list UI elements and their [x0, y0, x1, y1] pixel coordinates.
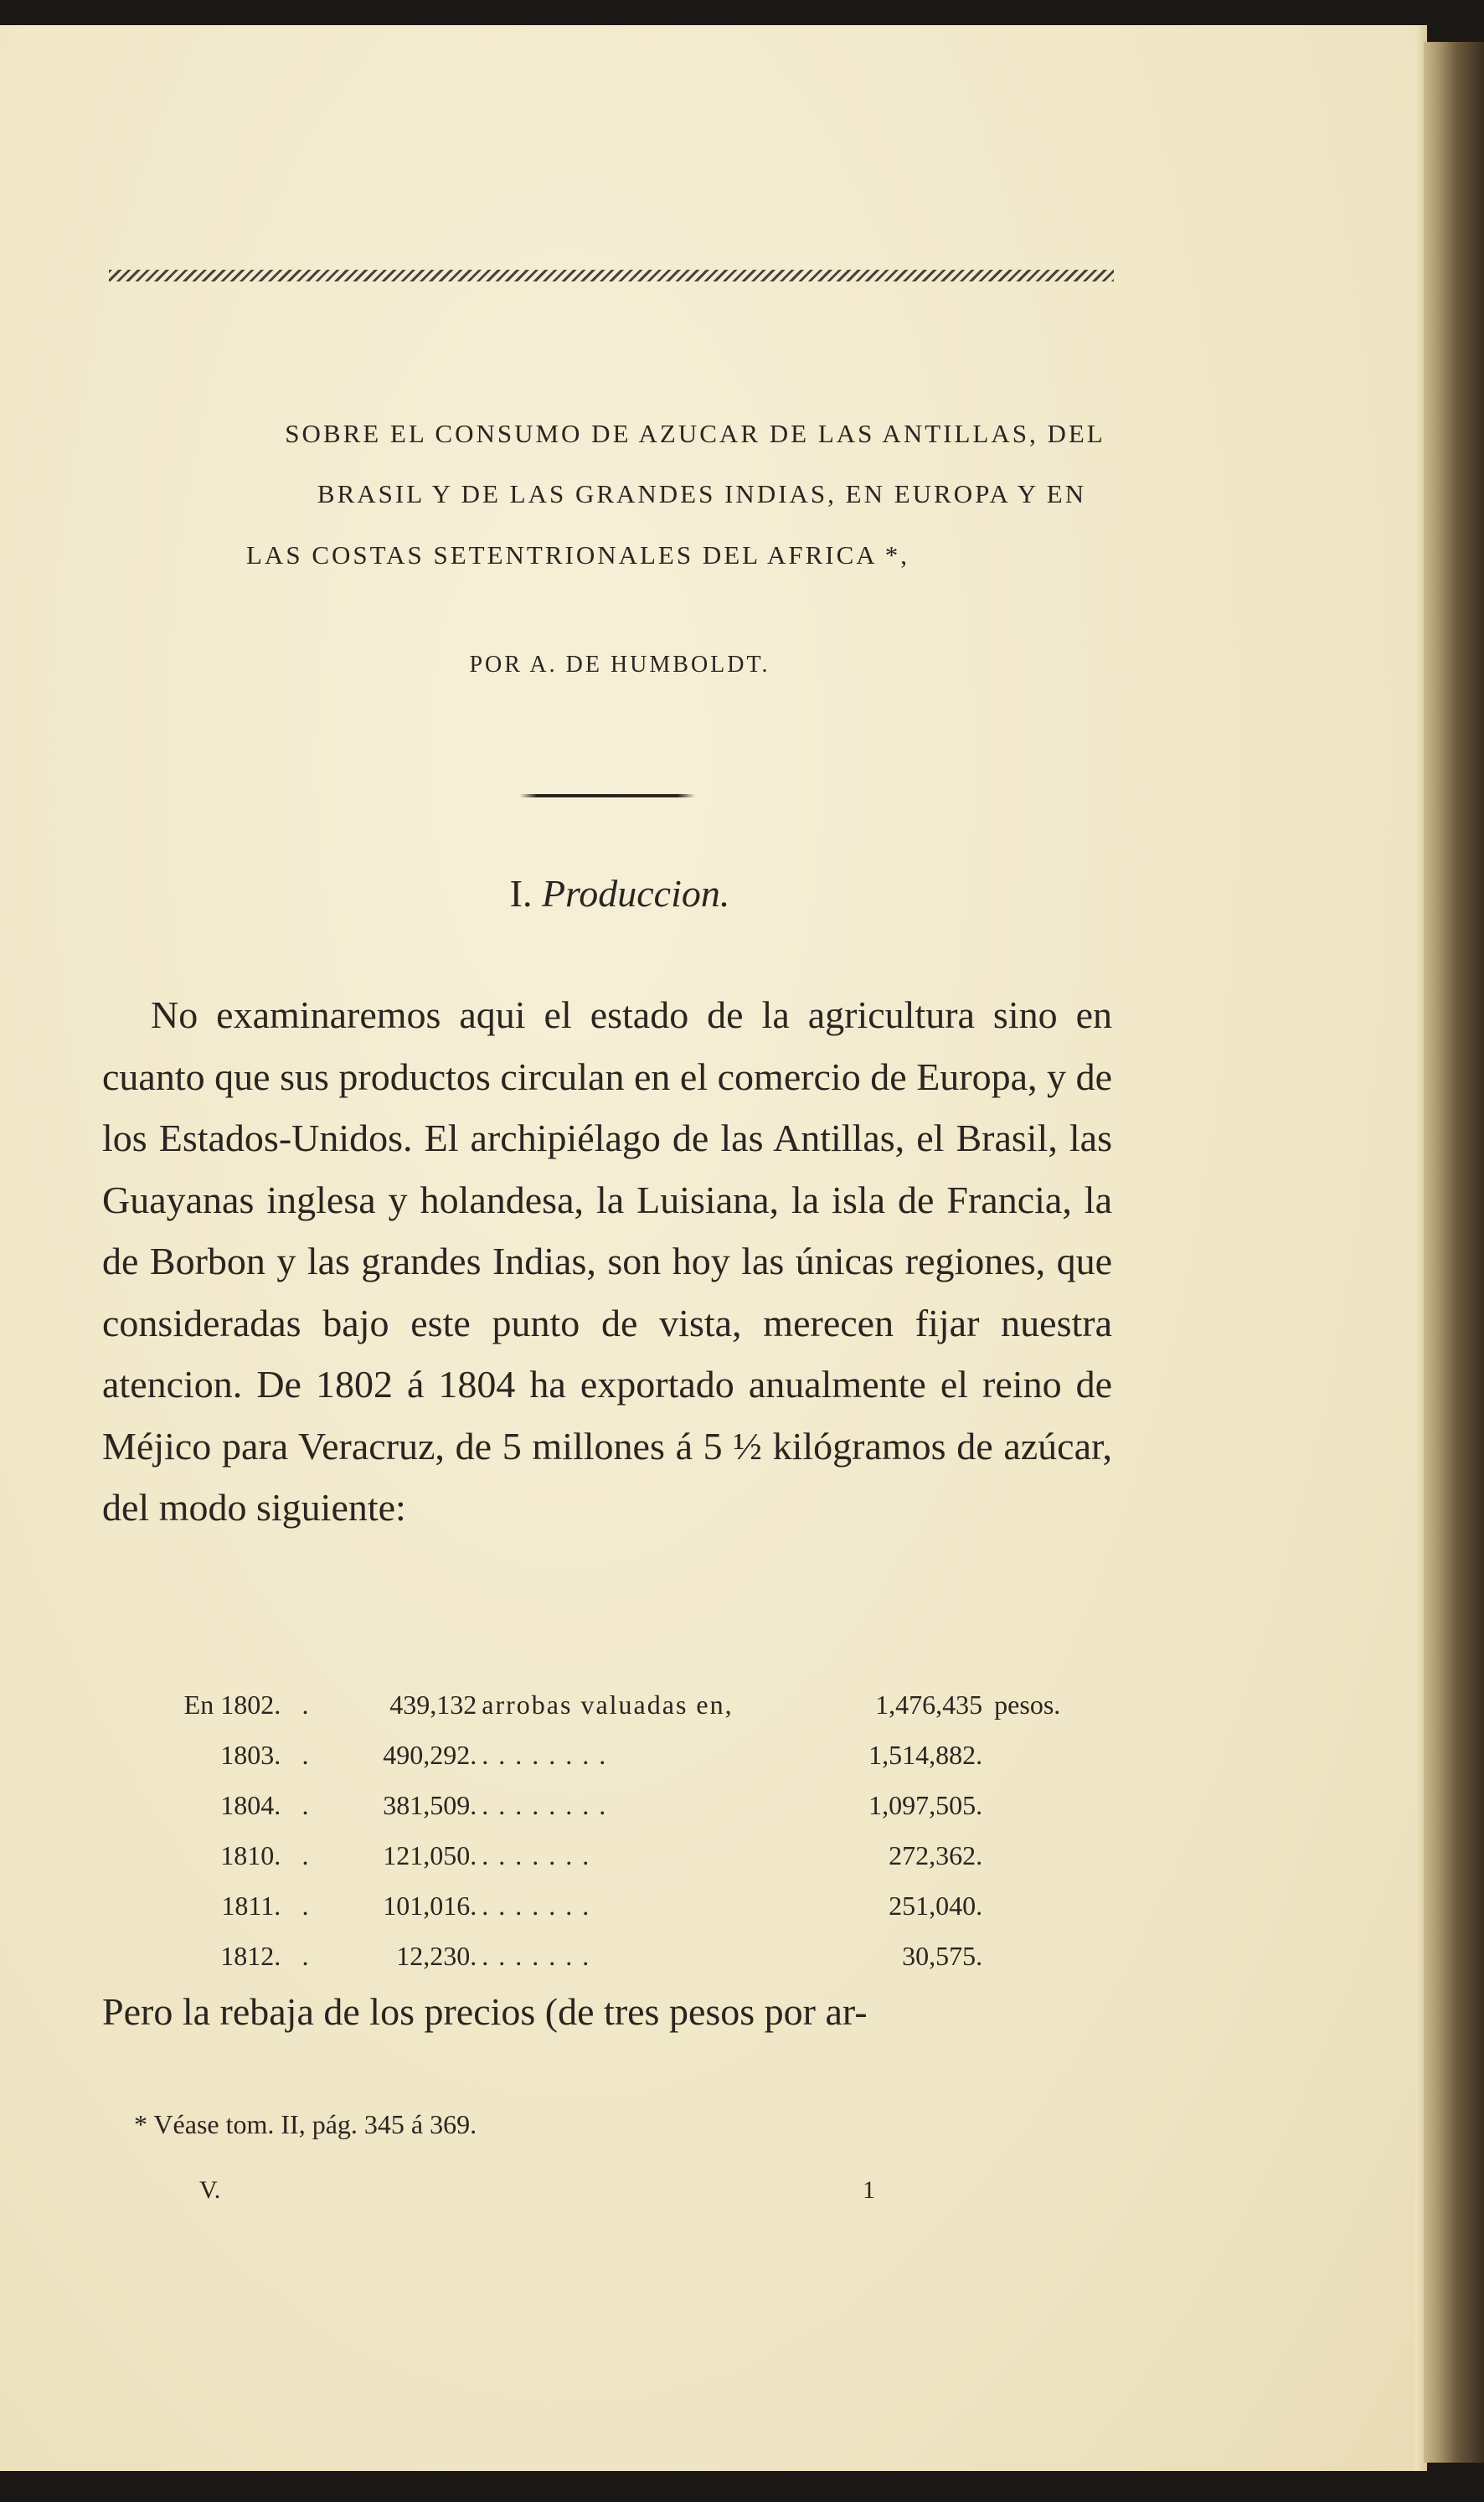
heading-line-3: LAS COSTAS SETENTRIONALES DEL AFRICA *,	[246, 540, 909, 570]
section-title	[0, 871, 1239, 916]
value-cell: 1,097,505.	[868, 1790, 983, 1820]
page-mark: 1	[863, 2176, 875, 2204]
quantity-cell: 121,050.	[383, 1840, 477, 1870]
description-cell: . . . . . . .	[482, 1941, 591, 1971]
separator-cell: .	[301, 1891, 309, 1921]
closing-line: Pero la rebaja de los precios (de tres pesos por ar-	[102, 1990, 868, 2033]
year-cell: 1810.	[220, 1840, 281, 1870]
author-byline: POR A. DE HUMBOLDT.	[469, 652, 770, 678]
book-spine	[1424, 42, 1484, 2463]
description-cell: . . . . . . . .	[482, 1740, 608, 1770]
table-row	[167, 1880, 1114, 1931]
sugar-export-table	[167, 1679, 1114, 1981]
section-divider	[519, 794, 695, 797]
description-cell: . . . . . . .	[482, 1840, 591, 1870]
table-row	[167, 1730, 1114, 1780]
year-cell: En 1802.	[183, 1689, 281, 1720]
year-cell: 1811.	[221, 1891, 281, 1921]
paragraph-text: No examinaremos aqui el estado de la agricultura sino en cuanto que sus productos circulan en el comercio de Europa, y de los Estados-Unidos. El archipiélago de las Antillas, el Brasil, las Guayanas inglesa y holandesa, la Luisiana, la isla de Francia, la de Borbon y las grandes Indias, son hoy las únicas regiones, que consideradas bajo este punto de vista, merecen fijar nuestra atencion. De 1802 á 1804 ha exportado anualmente el reino de Méjico para Veracruz, de 5 millones á 5 ½ kilógramos de azúcar, del modo siguiente:	[102, 993, 1112, 1529]
value-cell: 1,514,882.	[868, 1740, 983, 1770]
signature-mark: V.	[199, 2176, 221, 2204]
quantity-cell: 12,230.	[396, 1941, 477, 1971]
heading-line-1: SOBRE EL CONSUMO DE AZUCAR DE LAS ANTILLAS, DEL	[285, 419, 1105, 448]
unit-cell	[982, 1730, 1114, 1780]
separator-cell: .	[301, 1941, 309, 1971]
section-name: Produccion.	[541, 872, 730, 915]
heading-line-2: BRASIL Y DE LAS GRANDES INDIAS, EN EUROPA Y EN	[317, 479, 1087, 508]
year-cell: 1803.	[220, 1740, 281, 1770]
description-cell: . . . . . . . .	[482, 1790, 608, 1820]
separator-cell: .	[301, 1840, 309, 1870]
table-row	[167, 1679, 1114, 1730]
table-row	[167, 1780, 1114, 1830]
unit-cell	[982, 1830, 1114, 1880]
ornamental-rule	[109, 270, 1114, 281]
value-cell: 272,362.	[889, 1840, 983, 1870]
unit-cell	[982, 1880, 1114, 1931]
separator-cell: .	[301, 1790, 309, 1820]
unit-cell	[982, 1931, 1114, 1981]
year-cell: 1812.	[220, 1941, 281, 1971]
year-cell: 1804.	[220, 1790, 281, 1820]
value-cell: 1,476,435	[875, 1689, 983, 1720]
unit-cell: pesos.	[994, 1689, 1061, 1720]
unit-cell	[982, 1780, 1114, 1830]
footnote: * Véase tom. II, pág. 345 á 369.	[134, 2109, 477, 2139]
description-cell: . . . . . . .	[482, 1891, 591, 1921]
section-number: I.	[509, 872, 533, 915]
quantity-cell: 490,292.	[383, 1740, 477, 1770]
body-paragraph	[102, 984, 1112, 1539]
quantity-cell: 381,509.	[383, 1790, 477, 1820]
quantity-cell: 439,132	[389, 1689, 477, 1720]
quantity-cell: 101,016.	[383, 1891, 477, 1921]
table-row	[167, 1830, 1114, 1880]
value-cell: 30,575.	[902, 1941, 983, 1971]
description-cell: arrobas valuadas en,	[482, 1689, 734, 1720]
value-cell: 251,040.	[889, 1891, 983, 1921]
table-row	[167, 1931, 1114, 1981]
separator-cell: .	[301, 1689, 309, 1720]
separator-cell: .	[301, 1740, 309, 1770]
